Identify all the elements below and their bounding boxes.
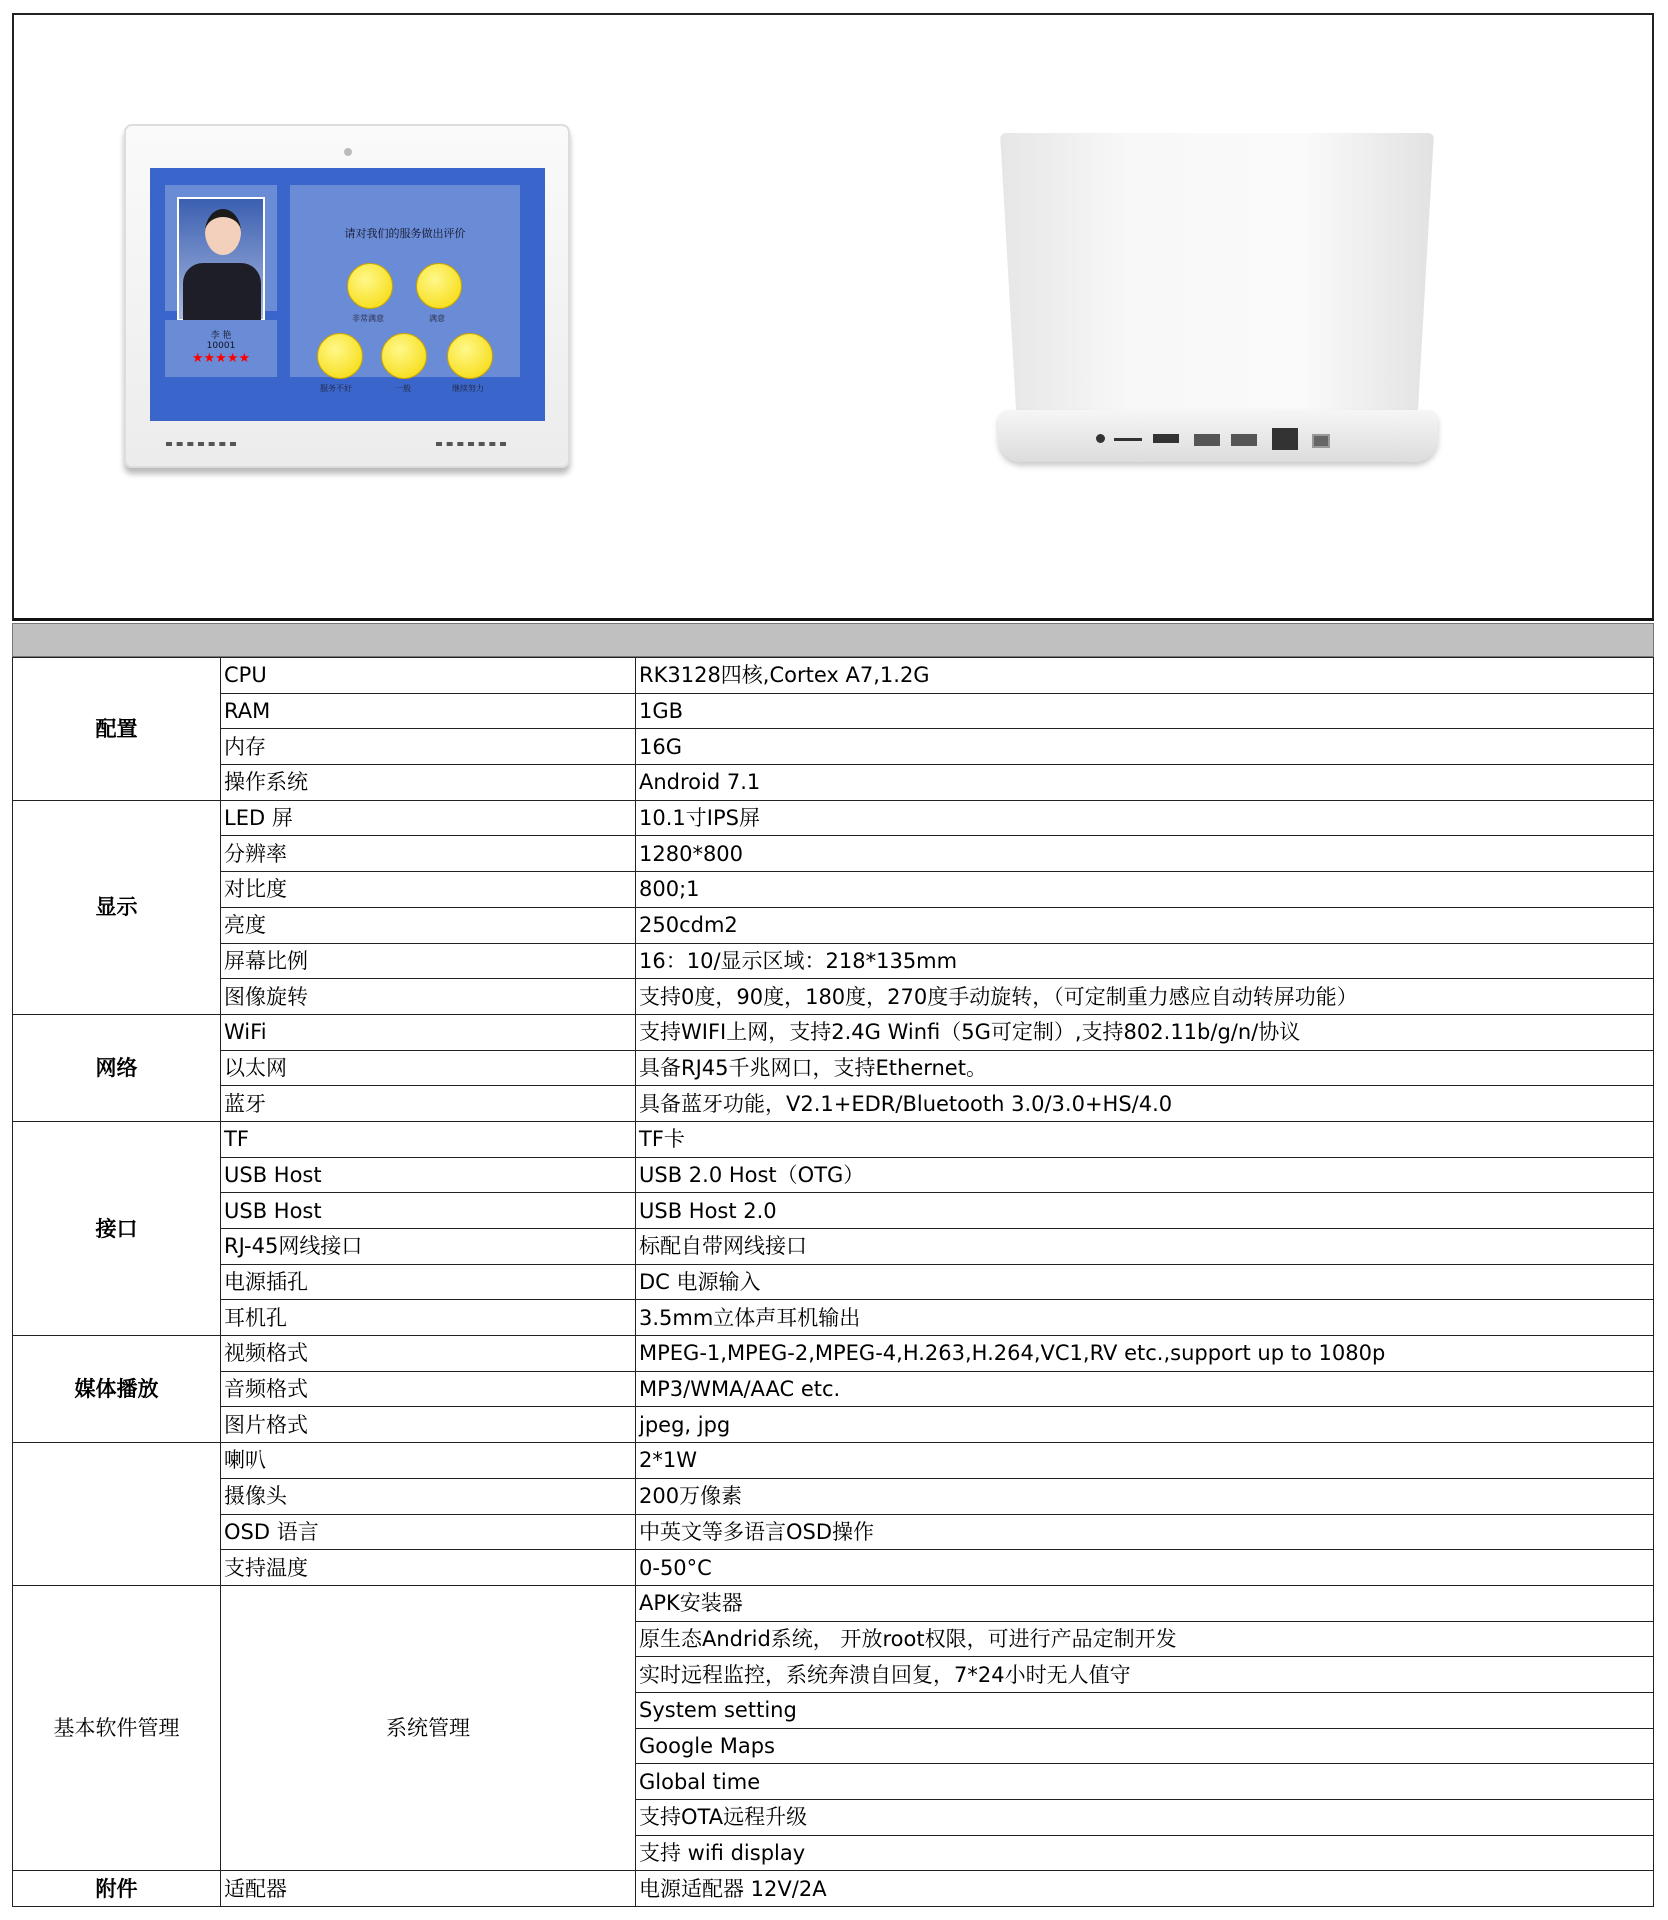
table-row xyxy=(13,693,1654,729)
rating-label: 非常满意 xyxy=(352,314,384,323)
spec-name: 图片格式 xyxy=(221,1407,636,1443)
speaker-grille-icon xyxy=(436,442,506,446)
spec-name: 摄像头 xyxy=(221,1478,636,1514)
staff-id: 10001 xyxy=(206,341,236,351)
spec-value: 3.5mm立体声耳机输出 xyxy=(636,1300,1654,1336)
photo-panel xyxy=(165,185,277,311)
spec-name: 系统管理 xyxy=(221,1585,636,1871)
spec-value: 16：10/显示区域：218*135mm xyxy=(636,943,1654,979)
rating-label: 满意 xyxy=(429,314,445,323)
spec-name: 图像旋转 xyxy=(221,979,636,1015)
table-row xyxy=(13,907,1654,943)
table-row xyxy=(13,1193,1654,1229)
table-row xyxy=(13,1585,1654,1621)
spec-value: 2*1W xyxy=(636,1443,1654,1479)
spec-value: System setting xyxy=(636,1692,1654,1728)
spec-name: 分辨率 xyxy=(221,836,636,872)
spec-name: USB Host xyxy=(221,1193,636,1229)
table-row xyxy=(13,1478,1654,1514)
spec-value: DC 电源输入 xyxy=(636,1264,1654,1300)
spec-name: 以太网 xyxy=(221,1050,636,1086)
audio-port-icon xyxy=(1096,434,1105,443)
spec-value: 实时远程监控，系统奔溃自回复，7*24小时无人值守 xyxy=(636,1657,1654,1693)
table-row xyxy=(13,1407,1654,1443)
spec-name: CPU xyxy=(221,658,636,694)
group-label: 显示 xyxy=(13,800,221,1014)
table-row xyxy=(13,1014,1654,1050)
spec-name: 音频格式 xyxy=(221,1371,636,1407)
table-row xyxy=(13,1157,1654,1193)
spec-value: 标配自带网线接口 xyxy=(636,1229,1654,1265)
group-label: 基本软件管理 xyxy=(13,1585,221,1871)
tf-slot-icon xyxy=(1114,438,1142,441)
spec-name: 内存 xyxy=(221,729,636,765)
spec-value: 电源适配器 12V/2A xyxy=(636,1871,1654,1907)
table-row xyxy=(13,1514,1654,1550)
spec-value: 具备RJ45千兆网口，支持Ethernet。 xyxy=(636,1050,1654,1086)
table-row xyxy=(13,943,1654,979)
spec-value: MPEG-1,MPEG-2,MPEG-4,H.263,H.264,VC1,RV etc.,support up to 1080p xyxy=(636,1336,1654,1372)
spec-value: 800;1 xyxy=(636,872,1654,908)
camera-icon xyxy=(344,148,352,156)
spec-value: 16G xyxy=(636,729,1654,765)
table-row xyxy=(13,872,1654,908)
hdmi-port-icon xyxy=(1153,434,1179,443)
header-band xyxy=(12,623,1654,657)
group-label xyxy=(13,1443,221,1586)
table-row xyxy=(13,979,1654,1015)
spec-name: TF xyxy=(221,1121,636,1157)
smiley-satisfied-icon[interactable] xyxy=(416,263,462,309)
table-row xyxy=(13,1121,1654,1157)
table-row xyxy=(13,1050,1654,1086)
usb-port-icon xyxy=(1194,434,1220,446)
spec-value: 200万像素 xyxy=(636,1478,1654,1514)
dc-port-icon xyxy=(1312,434,1330,448)
table-row xyxy=(13,658,1654,694)
spec-value: 支持WIFI上网，支持2.4G Winfi（5G可定制）,支持802.11b/g/n/协议 xyxy=(636,1014,1654,1050)
smiley-neutral-icon[interactable] xyxy=(381,333,427,379)
spec-name: 蓝牙 xyxy=(221,1086,636,1122)
spec-value: TF卡 xyxy=(636,1121,1654,1157)
smiley-keep-going-icon[interactable] xyxy=(447,333,493,379)
table-row xyxy=(13,1871,1654,1907)
rating-label: 一般 xyxy=(395,384,411,393)
tablet-base-ports xyxy=(998,410,1438,462)
spec-value: APK安装器 xyxy=(636,1585,1654,1621)
group-label: 网络 xyxy=(13,1014,221,1121)
spec-table xyxy=(12,657,1654,1907)
group-label: 媒体播放 xyxy=(13,1336,221,1443)
usb-port-icon xyxy=(1231,434,1257,446)
spec-value: 0-50°C xyxy=(636,1550,1654,1586)
spec-value: 支持OTA远程升级 xyxy=(636,1800,1654,1836)
spec-name: RJ-45网线接口 xyxy=(221,1229,636,1265)
spec-value: USB Host 2.0 xyxy=(636,1193,1654,1229)
table-row xyxy=(13,1371,1654,1407)
table-row xyxy=(13,1443,1654,1479)
rating-label: 服务不好 xyxy=(320,384,352,393)
spec-name: 耳机孔 xyxy=(221,1300,636,1336)
spec-value: RK3128四核,Cortex A7,1.2G xyxy=(636,658,1654,694)
spec-value: jpeg, jpg xyxy=(636,1407,1654,1443)
spec-value: 原生态Andrid系统， 开放root权限，可进行产品定制开发 xyxy=(636,1621,1654,1657)
spec-name: 屏幕比例 xyxy=(221,943,636,979)
smiley-very-satisfied-icon[interactable] xyxy=(347,263,393,309)
spec-name: 适配器 xyxy=(221,1871,636,1907)
group-label: 附件 xyxy=(13,1871,221,1907)
table-row xyxy=(13,800,1654,836)
spec-value: 支持 wifi display xyxy=(636,1835,1654,1871)
portrait-photo xyxy=(177,197,265,321)
speaker-grille-icon xyxy=(166,442,236,446)
spec-value: 支持0度，90度，180度，270度手动旋转，（可定制重力感应自动转屏功能） xyxy=(636,979,1654,1015)
staff-panel xyxy=(165,320,277,377)
spec-value: 1GB xyxy=(636,693,1654,729)
table-row xyxy=(13,1264,1654,1300)
rating-stars: ★★★★★ xyxy=(191,351,251,366)
spec-name: 亮度 xyxy=(221,907,636,943)
table-row xyxy=(13,729,1654,765)
tablet-back-image xyxy=(1000,133,1434,433)
rating-label: 继续努力 xyxy=(452,384,484,393)
spec-value: 250cdm2 xyxy=(636,907,1654,943)
tablet-front-image xyxy=(124,124,570,468)
spec-name: 支持温度 xyxy=(221,1550,636,1586)
rj45-port-icon xyxy=(1272,428,1298,450)
table-row xyxy=(13,1300,1654,1336)
spec-name: WiFi xyxy=(221,1014,636,1050)
table-row xyxy=(13,765,1654,801)
spec-value: Android 7.1 xyxy=(636,765,1654,801)
spec-value: 1280*800 xyxy=(636,836,1654,872)
spec-name: 电源插孔 xyxy=(221,1264,636,1300)
spec-value: 10.1寸IPS屏 xyxy=(636,800,1654,836)
spec-name: 对比度 xyxy=(221,872,636,908)
tablet-screen xyxy=(150,168,545,421)
spec-name: OSD 语言 xyxy=(221,1514,636,1550)
spec-name: RAM xyxy=(221,693,636,729)
table-row xyxy=(13,1550,1654,1586)
spec-value: 具备蓝牙功能，V2.1+EDR/Bluetooth 3.0/3.0+HS/4.0 xyxy=(636,1086,1654,1122)
spec-value: Global time xyxy=(636,1764,1654,1800)
spec-name: 喇叭 xyxy=(221,1443,636,1479)
group-label: 配置 xyxy=(13,658,221,801)
spec-value: 中英文等多语言OSD操作 xyxy=(636,1514,1654,1550)
table-row xyxy=(13,1229,1654,1265)
rating-panel xyxy=(290,185,520,393)
spec-value: USB 2.0 Host（OTG） xyxy=(636,1157,1654,1193)
table-row xyxy=(13,1086,1654,1122)
spec-name: 视频格式 xyxy=(221,1336,636,1372)
spec-value: MP3/WMA/AAC etc. xyxy=(636,1371,1654,1407)
spec-name: USB Host xyxy=(221,1157,636,1193)
smiley-bad-icon[interactable] xyxy=(317,333,363,379)
spec-name: LED 屏 xyxy=(221,800,636,836)
spec-name: 操作系统 xyxy=(221,765,636,801)
table-row xyxy=(13,1336,1654,1372)
table-row xyxy=(13,836,1654,872)
group-label: 接口 xyxy=(13,1121,221,1335)
rating-title: 请对我们的服务做出评价 xyxy=(344,227,466,240)
spec-value: Google Maps xyxy=(636,1728,1654,1764)
staff-name: 李 艳 xyxy=(210,331,232,341)
